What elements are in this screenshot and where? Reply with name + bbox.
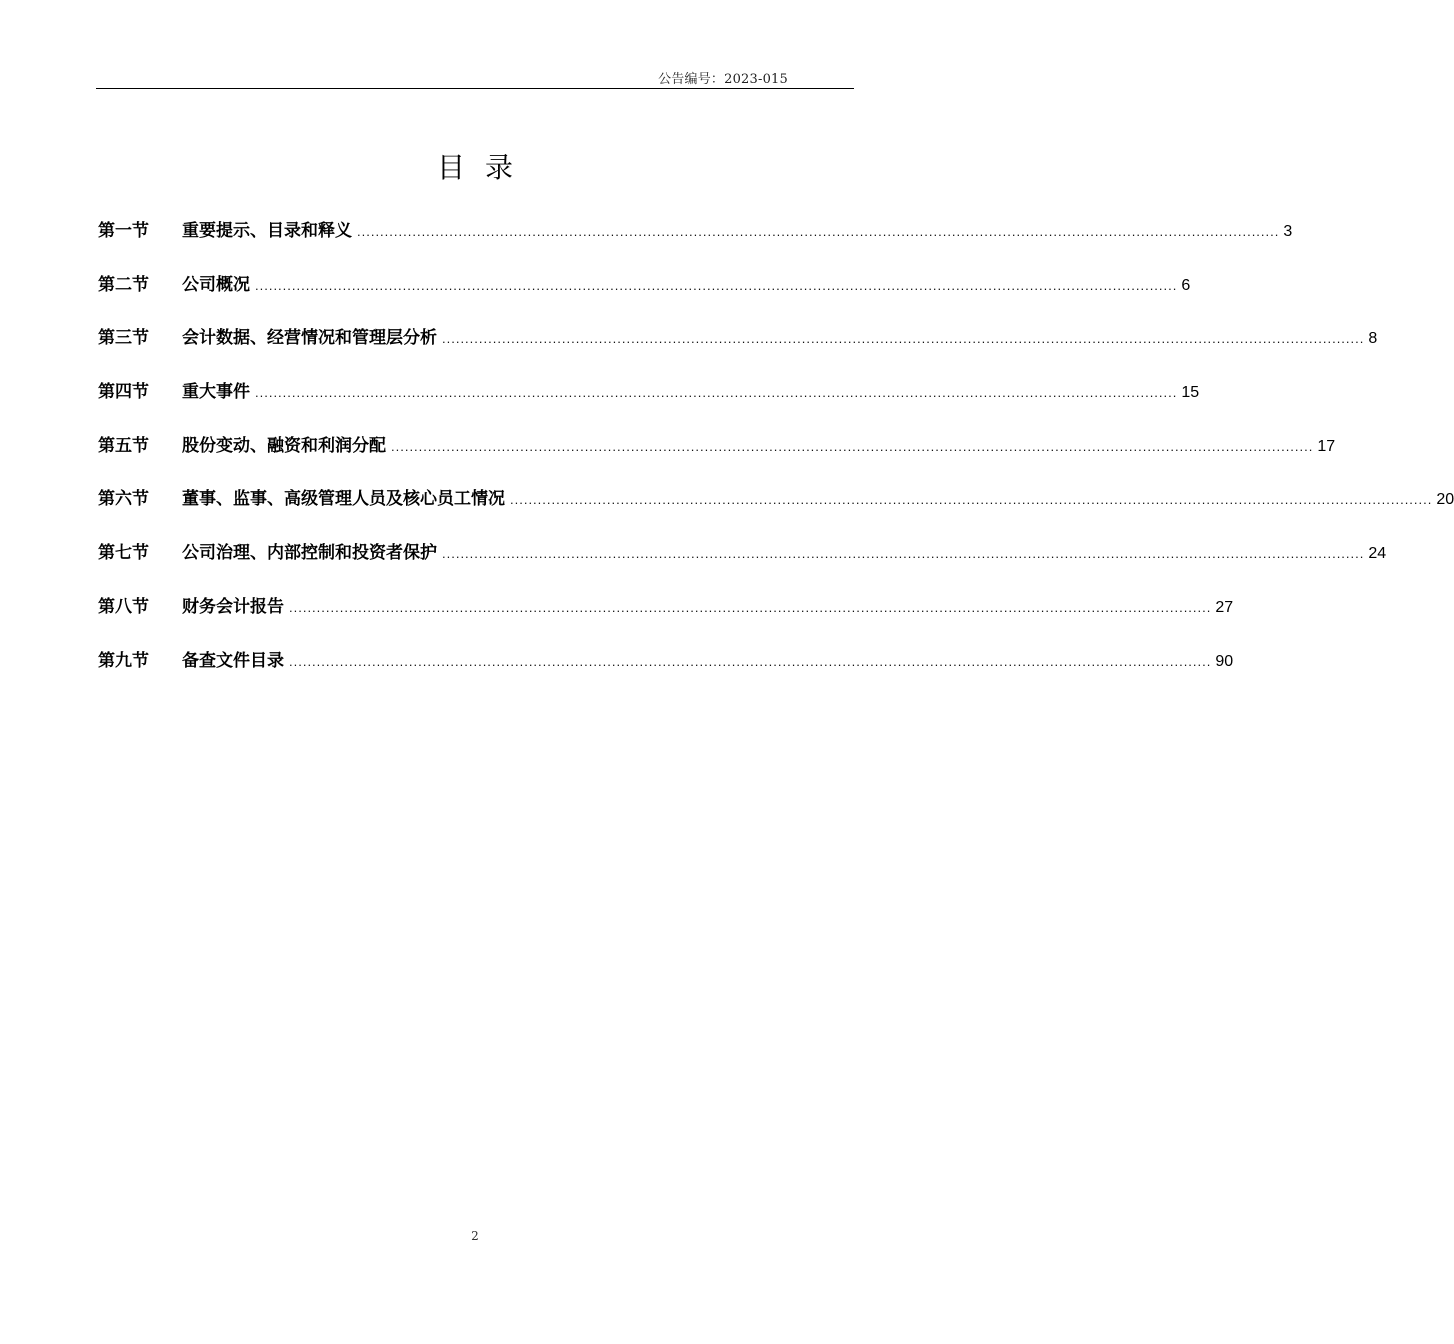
toc-heading: 公司概况	[182, 274, 250, 295]
toc-section-number: 第七节	[98, 543, 149, 564]
toc-page-number: 27	[1215, 598, 1234, 616]
toc-entry[interactable]	[98, 431, 1336, 485]
toc-heading: 重大事件	[182, 382, 250, 403]
page-title: 目录	[436, 151, 533, 184]
toc-page-number: 24	[1368, 545, 1387, 563]
toc-leader-dots: ........................................................................................................................................................................................................	[255, 385, 1178, 401]
toc-heading: 股份变动、融资和利润分配	[182, 435, 386, 456]
toc-entry[interactable]	[98, 646, 1234, 700]
toc-section-number: 第六节	[98, 489, 149, 510]
toc-page-number: 6	[1181, 276, 1191, 294]
toc-leader-dots: ........................................................................................................................................................................................................	[289, 653, 1212, 669]
table-of-contents	[98, 216, 1454, 699]
toc-leader-dots: ........................................................................................................................................................................................................	[289, 599, 1212, 615]
toc-entry[interactable]	[98, 270, 1191, 324]
toc-leader-dots: ........................................................................................................................................................................................................	[255, 277, 1178, 293]
toc-heading: 董事、监事、高级管理人员及核心员工情况	[182, 489, 505, 510]
toc-entry[interactable]	[98, 216, 1293, 270]
toc-page-number: 8	[1368, 330, 1378, 348]
toc-section-number: 第五节	[98, 435, 149, 456]
toc-section-number: 第一节	[98, 221, 149, 241]
toc-leader-dots: ........................................................................................................................................................................................................	[442, 546, 1365, 562]
toc-heading: 财务会计报告	[182, 596, 284, 617]
toc-section-number: 第八节	[98, 596, 149, 617]
toc-page-number: 15	[1181, 384, 1200, 402]
toc-entry[interactable]	[98, 323, 1378, 377]
toc-page-number: 17	[1317, 437, 1336, 455]
toc-entry[interactable]	[98, 484, 1454, 538]
toc-section-number: 第二节	[98, 274, 149, 295]
toc-heading: 备查文件目录	[182, 650, 284, 671]
toc-entry[interactable]	[98, 538, 1387, 592]
announcement-code: 公告编号：2023-015	[658, 72, 788, 87]
toc-section-number: 第九节	[98, 650, 149, 671]
toc-heading: 公司治理、内部控制和投资者保护	[182, 543, 437, 564]
toc-page-number: 90	[1215, 652, 1234, 670]
toc-entry[interactable]	[98, 592, 1234, 646]
toc-leader-dots: ........................................................................................................................................................................................................	[510, 492, 1433, 508]
toc-section-number: 第三节	[98, 328, 149, 349]
page-number: 2	[471, 1229, 479, 1243]
toc-page-number: 3	[1283, 223, 1293, 240]
toc-leader-dots: ........................................................................................................................................................................................................	[442, 331, 1365, 347]
toc-page-number: 20	[1436, 491, 1454, 509]
toc-leader-dots: ........................................................................................................................................................................................................	[357, 224, 1280, 239]
toc-heading: 会计数据、经营情况和管理层分析	[182, 328, 437, 349]
toc-entry[interactable]	[98, 377, 1200, 431]
toc-heading: 重要提示、目录和释义	[182, 221, 352, 241]
header-divider	[96, 88, 854, 89]
toc-leader-dots: ........................................................................................................................................................................................................	[391, 438, 1314, 454]
toc-section-number: 第四节	[98, 382, 149, 403]
